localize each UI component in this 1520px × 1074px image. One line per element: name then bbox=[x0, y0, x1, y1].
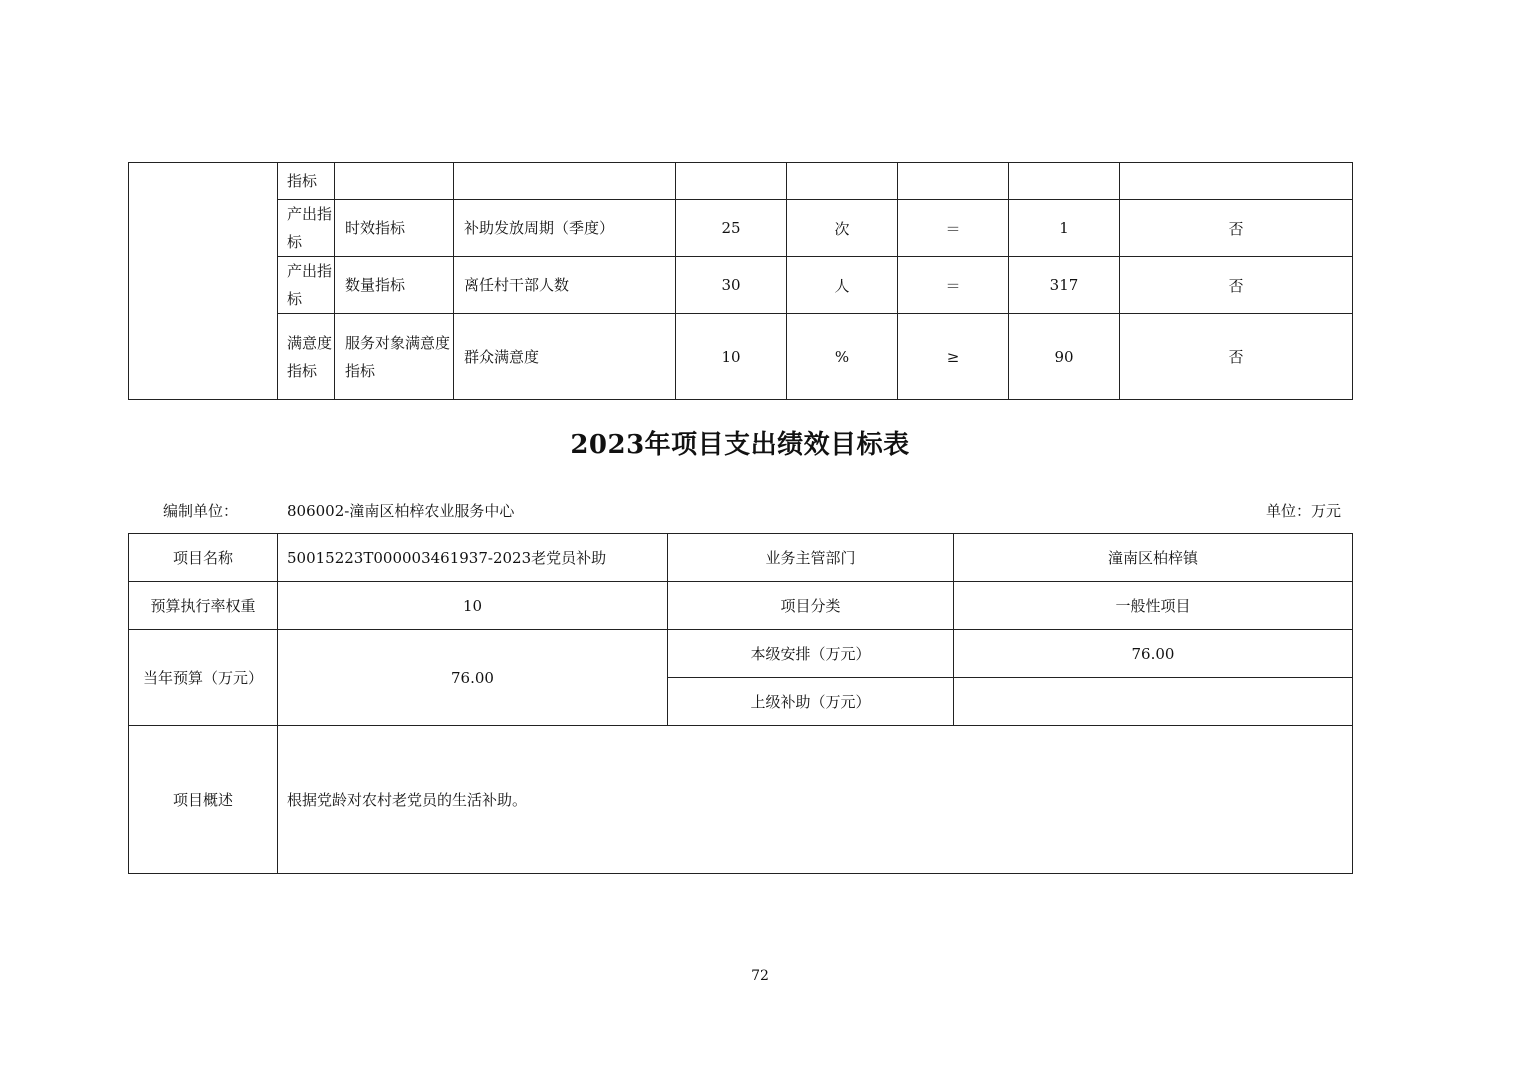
project-table bbox=[128, 533, 1353, 874]
weight-value: 10 bbox=[278, 582, 668, 630]
unit-cell: 次 bbox=[787, 200, 898, 257]
page-title: 2023年项目支出绩效目标表 bbox=[570, 430, 910, 460]
indicator-name-cell: 离任村干部人数 bbox=[454, 257, 676, 314]
weight-cell: 25 bbox=[676, 200, 787, 257]
target-cell: 1 bbox=[1009, 200, 1120, 257]
indicator-row bbox=[129, 314, 1353, 400]
currency-unit: 单位：万元 bbox=[1265, 502, 1341, 520]
target-cell: 317 bbox=[1009, 257, 1120, 314]
page-number: 72 bbox=[751, 968, 769, 984]
weight-cell: 30 bbox=[676, 257, 787, 314]
overview-label: 项目概述 bbox=[129, 726, 278, 874]
category-cell: 产出指标 bbox=[278, 200, 335, 257]
indicator-row bbox=[129, 163, 1353, 200]
table-row bbox=[129, 726, 1353, 874]
indicator-row bbox=[129, 200, 1353, 257]
flag-cell: 否 bbox=[1120, 200, 1353, 257]
budget-label: 当年预算（万元） bbox=[129, 630, 278, 726]
table-row bbox=[129, 534, 1353, 582]
indicator-table-continued bbox=[128, 162, 1353, 400]
indicator-name-cell: 补助发放周期（季度） bbox=[454, 200, 676, 257]
project-name-value: 50015223T000003461937-2023老党员补助 bbox=[278, 534, 668, 582]
dept-value: 潼南区柏梓镇 bbox=[954, 534, 1353, 582]
table-row bbox=[129, 630, 1353, 678]
sub-category-cell: 数量指标 bbox=[335, 257, 454, 314]
project-name-label: 项目名称 bbox=[129, 534, 278, 582]
category-cell: 满意度指标 bbox=[278, 314, 335, 400]
operator-cell: ＝ bbox=[898, 200, 1009, 257]
flag-cell: 否 bbox=[1120, 257, 1353, 314]
upper-subsidy-value bbox=[954, 678, 1353, 726]
compiling-unit-label: 编制单位： bbox=[163, 502, 239, 520]
weight-cell: 10 bbox=[676, 314, 787, 400]
local-budget-value: 76.00 bbox=[954, 630, 1353, 678]
indicator-name-cell: 群众满意度 bbox=[454, 314, 676, 400]
upper-subsidy-label: 上级补助（万元） bbox=[668, 678, 954, 726]
dept-label: 业务主管部门 bbox=[668, 534, 954, 582]
local-budget-label: 本级安排（万元） bbox=[668, 630, 954, 678]
category-cell: 产出指标 bbox=[278, 257, 335, 314]
compiling-unit-value: 806002-潼南区柏梓农业服务中心 bbox=[287, 502, 515, 520]
operator-cell: ＝ bbox=[898, 257, 1009, 314]
sub-category-cell: 服务对象满意度指标 bbox=[335, 314, 454, 400]
operator-cell: ≥ bbox=[898, 314, 1009, 400]
overview-value: 根据党龄对农村老党员的生活补助。 bbox=[278, 726, 1353, 874]
target-cell: 90 bbox=[1009, 314, 1120, 400]
category-label: 项目分类 bbox=[668, 582, 954, 630]
category-cell: 指标 bbox=[278, 163, 335, 200]
goal-cell bbox=[129, 163, 278, 400]
flag-cell: 否 bbox=[1120, 314, 1353, 400]
sub-category-cell: 时效指标 bbox=[335, 200, 454, 257]
indicator-row bbox=[129, 257, 1353, 314]
category-value: 一般性项目 bbox=[954, 582, 1353, 630]
unit-cell: % bbox=[787, 314, 898, 400]
weight-label: 预算执行率权重 bbox=[129, 582, 278, 630]
unit-cell: 人 bbox=[787, 257, 898, 314]
table-row bbox=[129, 582, 1353, 630]
budget-value: 76.00 bbox=[278, 630, 668, 726]
